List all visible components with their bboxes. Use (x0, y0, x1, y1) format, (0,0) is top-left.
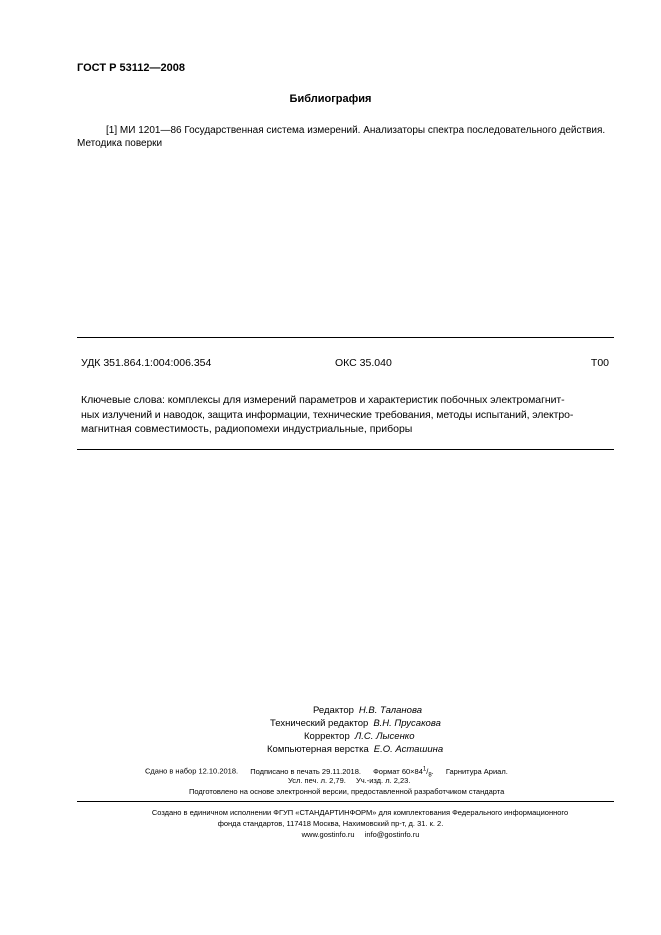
imprint-line: Сдано в набор 12.10.2018. Подписано в печать 29.11.2018. Формат $60\times 84^1/_8$. Гарнитура Ариал. (145, 766, 508, 778)
divider-top (77, 337, 614, 338)
bibliography-title: Библиография (289, 93, 372, 105)
oks-code: ОКС 35.040 (335, 357, 392, 369)
format-value: Формат $60\times 84^1/_8$. (373, 766, 434, 778)
editor-line: Технический редактор В.Н. Прусакова (270, 718, 441, 729)
keywords-block (81, 393, 573, 437)
keywords-line: ных излучений и наводок, защита информации, технические требования, методы испытаний, электро- (81, 408, 574, 421)
editor-line: Компьютерная верстка Е.О. Асташина (267, 744, 444, 755)
keywords-line: магнитная совместимость, радиопомехи индустриальные, приборы (81, 423, 413, 435)
udk-code: УДК 351.864.1:004:006.354 (81, 357, 212, 369)
imprint-prepared: Подготовлено на основе электронной версии, предоставленной разработчиком стандарта (189, 787, 505, 796)
keywords-line: Ключевые слова: комплексы для измерений параметров и характеристик побочных электромагнит- (81, 394, 565, 406)
footer-line: фонда стандартов, 117418 Москва, Нахимовский пр-т, д. 31. к. 2. (217, 819, 444, 828)
footer-contacts (0, 830, 661, 839)
divider-footer (77, 801, 614, 802)
website-link[interactable]: www.gostinfo.ru (301, 830, 355, 839)
email-link[interactable]: info@gostinfo.ru (364, 830, 420, 839)
standard-number: ГОСТ Р 53112—2008 (77, 62, 185, 74)
footer-line: Создано в единичном исполнении ФГУП «СТАНДАРТИНФОРМ» для комплектования Федерального информационного (151, 808, 569, 817)
bibliography-item: [1] МИ 1201—86 Государственная система измерений. Анализаторы спектра последовательного действия. Методика поверки (77, 125, 606, 149)
imprint-sheets: Усл. печ. л. 2,79. Уч.-изд. л. 2,23. (288, 776, 411, 785)
editor-line: Корректор Л.С. Лысенко (304, 731, 415, 742)
editor-line: Редактор Н.В. Таланова (313, 705, 422, 716)
okstu-code: Т00 (590, 357, 609, 369)
divider-bottom (77, 449, 614, 450)
